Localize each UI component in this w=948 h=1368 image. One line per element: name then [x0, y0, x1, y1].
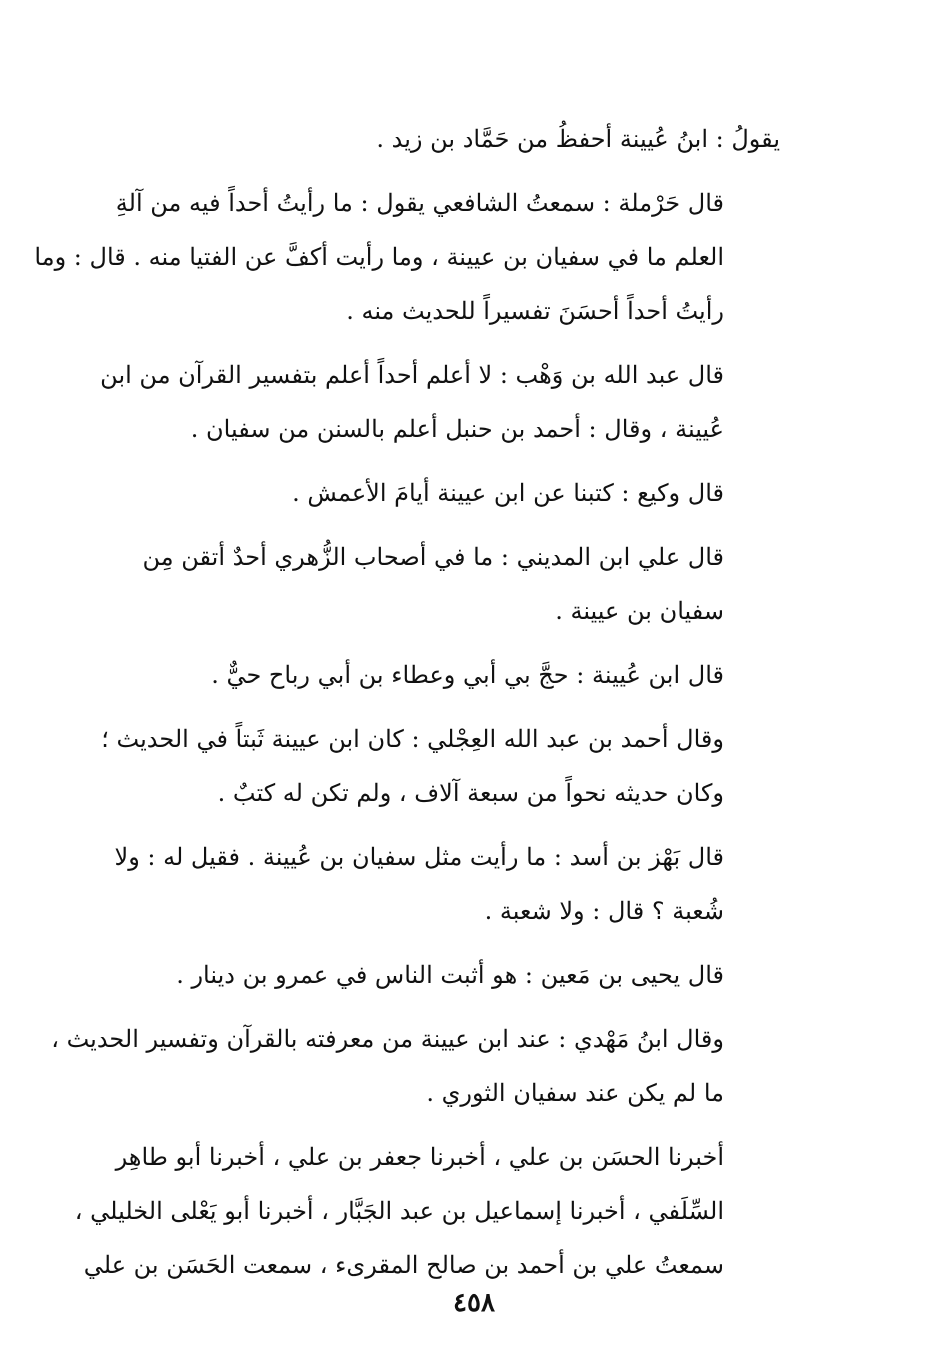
- text-line: ما لم يكن عند سفيان الثوري .: [426, 1079, 724, 1107]
- paragraph-11: [74, 1130, 780, 1292]
- text-line: يقولُ : ابنُ عُيينة أحفظُ من حَمَّاد بن زيد .: [376, 125, 780, 153]
- paragraph-1: [118, 112, 780, 166]
- paragraph-3: [100, 348, 780, 456]
- paragraph-8: [114, 830, 780, 938]
- page-number: ٤٥٨: [453, 1288, 495, 1318]
- text-line: قال وكيع : كتبنا عن ابن عيينة أيامَ الأعمش .: [292, 479, 724, 507]
- text-line: وقال أحمد بن عبد الله العِجْلي : كان ابن عيينة ثَبتاً في الحديث ؛: [101, 725, 724, 753]
- text-line: العلم ما في سفيان بن عيينة ، وما رأيت أكفَّ عن الفتيا منه . قال : وما: [34, 243, 724, 271]
- paragraph-2: [34, 176, 780, 338]
- paragraph-10: [51, 1012, 780, 1120]
- text-line: شُعبة ؟ قال : ولا شعبة .: [484, 897, 724, 925]
- text-line: قال ابن عُيينة : حجَّ بي أبي وعطاء بن أبي رباح حيٌّ .: [211, 661, 724, 689]
- text-line: قال بَهْز بن أسد : ما رأيت مثل سفيان بن عُيينة . فقيل له : ولا: [114, 843, 724, 871]
- text-line: قال حَرْملة : سمعتُ الشافعي يقول : ما رأيتُ أحداً فيه من آلةِ: [115, 189, 724, 217]
- text-line: سفيان بن عيينة .: [555, 597, 724, 625]
- text-line: السِّلَفي ، أخبرنا إسماعيل بن عبد الجَبَّار ، أخبرنا أبو يَعْلى الخليلي ،: [74, 1197, 724, 1225]
- page-text: [34, 112, 780, 1302]
- text-line: سمعتُ علي بن أحمد بن صالح المقرىء ، سمعت الحَسَن بن علي: [83, 1251, 724, 1279]
- paragraph-7: [101, 712, 780, 820]
- text-line: قال عبد الله بن وَهْب : لا أعلم أحداً أعلم بتفسير القرآن من ابن: [100, 361, 724, 389]
- text-line: قال يحيى بن مَعين : هو أثبت الناس في عمرو بن دينار .: [176, 961, 724, 989]
- text-line: رأيتُ أحداً أحسَنَ تفسيراً للحديث منه .: [346, 297, 724, 325]
- text-line: وقال ابنُ مَهْدي : عند ابن عيينة من معرفته بالقرآن وتفسير الحديث ،: [51, 1025, 724, 1053]
- paragraph-9: [118, 948, 780, 1002]
- text-line: وكان حديثه نحواً من سبعة آلاف ، ولم تكن له كتبٌ .: [217, 779, 724, 807]
- text-line: أخبرنا الحسَن بن علي ، أخبرنا جعفر بن علي ، أخبرنا أبو طاهِر: [115, 1143, 724, 1171]
- paragraph-5: [118, 530, 780, 638]
- paragraph-6: [118, 648, 780, 702]
- text-line: عُيينة ، وقال : أحمد بن حنبل أعلم بالسنن من سفيان .: [190, 415, 724, 443]
- text-line: قال علي ابن المديني : ما في أصحاب الزُّهري أحدٌ أتقن مِن: [142, 543, 724, 571]
- paragraph-4: [118, 466, 780, 520]
